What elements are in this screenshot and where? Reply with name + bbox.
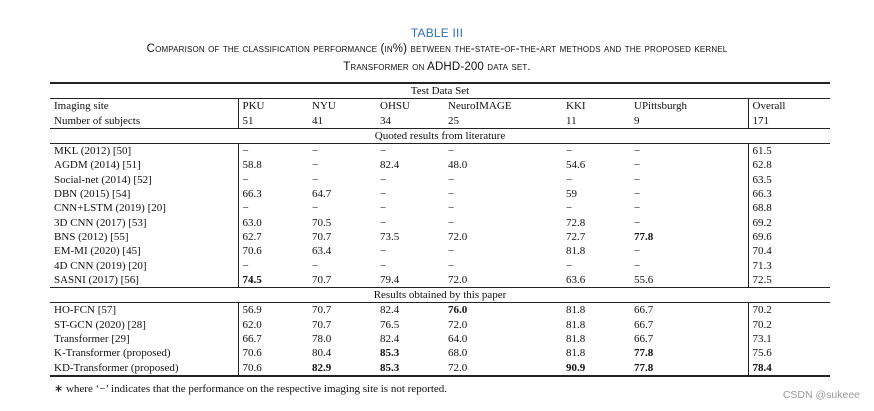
value-cell: − [630, 144, 748, 159]
value-cell: 69.6 [748, 230, 830, 244]
value-cell: 58.8 [242, 159, 262, 172]
value-cell: 70.4 [748, 244, 830, 258]
value-cell: 81.8 [566, 347, 586, 360]
value-cell: − [242, 202, 249, 215]
value-cell: 70.7 [312, 273, 332, 286]
value-cell: − [634, 245, 641, 258]
value-cell: − [380, 245, 387, 258]
value-cell: − [448, 188, 455, 201]
method-name-cell: EM-MI (2020) [45] [50, 244, 238, 258]
value-cell: 56.9 [238, 303, 308, 318]
results-table-body [50, 83, 830, 376]
table-row [50, 244, 830, 258]
value-cell: 70.7 [312, 230, 332, 243]
value-cell: 62.0 [242, 318, 262, 331]
value-cell: − [634, 202, 641, 215]
table-footnote: ∗ where ‘−’ indicates that the performance on the respective imaging site is not reported. [54, 383, 448, 395]
watermark: CSDN @sukeee [782, 389, 860, 401]
value-cell: 34 [380, 114, 391, 127]
method-name-cell: MKL (2012) [50] [50, 144, 238, 159]
value-cell: − [448, 245, 455, 258]
value-cell: 66.3 [748, 187, 830, 201]
value-cell: − [238, 144, 308, 159]
value-cell: 70.5 [312, 216, 332, 229]
value-cell: 72.0 [448, 273, 468, 286]
value-cell: − [380, 259, 387, 272]
table-row [50, 173, 830, 187]
value-cell: 70.7 [312, 318, 332, 331]
value-cell: 59 [566, 188, 577, 201]
value-cell: − [634, 216, 641, 229]
value-cell: 171 [748, 114, 830, 129]
value-cell: 66.7 [634, 333, 654, 346]
header-group-row [50, 83, 830, 99]
value-cell: 68.8 [748, 201, 830, 215]
table-row [50, 158, 830, 172]
method-name-cell: CNN+LSTM (2019) [20] [50, 201, 238, 215]
subjects-row [50, 114, 830, 129]
value-cell: 70.6 [242, 245, 262, 258]
value-cell: − [380, 188, 387, 201]
value-cell: 76.0 [444, 303, 562, 318]
value-cell: − [566, 259, 573, 272]
value-cell: − [448, 259, 455, 272]
method-name-cell: SASNI (2017) [56] [50, 273, 238, 288]
value-cell: 82.4 [376, 303, 444, 318]
table-row [50, 332, 830, 346]
value-cell: − [634, 259, 641, 272]
value-cell: − [312, 173, 319, 186]
method-name-cell: Transformer [29] [50, 332, 238, 346]
value-cell: 11 [566, 114, 577, 127]
table-row [50, 216, 830, 230]
value-cell: 41 [312, 114, 323, 127]
value-cell: 72.0 [444, 361, 562, 376]
value-cell: − [308, 144, 376, 159]
table-label: TABLE III [410, 26, 464, 40]
method-name-cell: Number of subjects [50, 114, 238, 129]
value-cell: − [312, 259, 319, 272]
value-cell: − [566, 202, 573, 215]
value-cell: 64.0 [448, 333, 468, 346]
value-cell: 70.6 [242, 347, 262, 360]
value-cell: 79.4 [380, 273, 400, 286]
value-cell: 9 [634, 114, 640, 127]
value-cell: 82.4 [380, 159, 400, 172]
results-table [50, 82, 830, 377]
value-cell: − [634, 159, 641, 172]
table-row [50, 144, 830, 159]
value-cell: 55.6 [634, 273, 654, 286]
value-cell: 70.6 [238, 361, 308, 376]
value-cell: 75.6 [748, 346, 830, 360]
value-cell: 66.3 [242, 188, 262, 201]
table-row [50, 303, 830, 318]
value-cell: 63.4 [312, 245, 332, 258]
value-cell: 70.7 [308, 303, 376, 318]
value-cell: 54.6 [566, 159, 586, 172]
value-cell: 25 [448, 114, 459, 127]
value-cell: 66.7 [634, 318, 654, 331]
value-cell: 51 [242, 114, 254, 127]
value-cell: UPittsburgh [630, 99, 748, 114]
value-cell: − [562, 144, 630, 159]
value-cell: 63.0 [242, 216, 262, 229]
table-row [50, 361, 830, 376]
value-cell: − [376, 144, 444, 159]
table-row [50, 187, 830, 201]
table-row [50, 318, 830, 332]
value-cell: 77.8 [630, 361, 748, 376]
value-cell: − [444, 144, 562, 159]
value-cell: 82.9 [308, 361, 376, 376]
value-cell: NYU [308, 99, 376, 114]
value-cell: 61.5 [748, 144, 830, 159]
value-cell: − [380, 216, 387, 229]
section-header-literature-label: Quoted results from literature [50, 128, 830, 143]
value-cell: − [448, 202, 455, 215]
value-cell: 85.3 [376, 361, 444, 376]
value-cell: 80.4 [312, 347, 332, 360]
value-cell: 48.0 [448, 159, 468, 172]
header-group-row-label: Test Data Set [50, 83, 830, 99]
value-cell: 63.6 [566, 273, 586, 286]
value-cell: 66.7 [242, 333, 262, 346]
value-cell: 72.5 [748, 273, 830, 288]
method-name-cell: DBN (2015) [54] [50, 187, 238, 201]
method-name-cell: Social-net (2014) [52] [50, 173, 238, 187]
value-cell: − [566, 173, 573, 186]
value-cell: − [448, 173, 455, 186]
value-cell: 71.3 [748, 259, 830, 273]
value-cell: 78.4 [748, 361, 830, 376]
value-cell: − [634, 173, 641, 186]
value-cell: 81.8 [566, 245, 586, 258]
method-name-cell: BNS (2012) [55] [50, 230, 238, 244]
table-row [50, 259, 830, 273]
value-cell: 70.2 [748, 303, 830, 318]
value-cell: − [312, 159, 319, 172]
value-cell: − [242, 173, 249, 186]
value-cell: 72.0 [448, 318, 468, 331]
value-cell: 81.8 [562, 303, 630, 318]
table-row [50, 273, 830, 288]
value-cell: 64.7 [312, 188, 332, 201]
method-name-cell: K-Transformer (proposed) [50, 346, 238, 360]
column-header-row [50, 99, 830, 114]
value-cell: 72.7 [566, 230, 586, 243]
section-header-this-paper [50, 288, 830, 303]
value-cell: 90.9 [562, 361, 630, 376]
value-cell: 81.8 [566, 333, 586, 346]
value-cell: 66.7 [630, 303, 748, 318]
value-cell: 69.2 [748, 216, 830, 230]
value-cell: 72.8 [566, 216, 586, 229]
method-name-cell: HO-FCN [57] [50, 303, 238, 318]
section-header-this-paper-label: Results obtained by this paper [50, 288, 830, 303]
method-name-cell: Imaging site [50, 99, 238, 114]
value-cell: − [312, 202, 319, 215]
section-header-literature [50, 128, 830, 143]
value-cell: PKU [238, 99, 308, 114]
value-cell: − [380, 173, 387, 186]
table-row [50, 346, 830, 360]
table-row [50, 201, 830, 215]
value-cell: NeuroIMAGE [444, 99, 562, 114]
method-name-cell: ST-GCN (2020) [28] [50, 318, 238, 332]
value-cell: − [380, 202, 387, 215]
value-cell: 72.0 [448, 230, 468, 243]
value-cell: 77.8 [634, 230, 654, 243]
table-caption-line-1: Comparison of the classification performance (in%) between the-state-of-the-art methods and the proposed kernel [146, 43, 728, 55]
value-cell: 62.7 [242, 230, 262, 243]
value-cell: 78.0 [312, 333, 332, 346]
value-cell: − [634, 188, 641, 201]
value-cell: OHSU [376, 99, 444, 114]
value-cell: 62.8 [748, 158, 830, 172]
value-cell: 76.5 [380, 318, 400, 331]
value-cell: 63.5 [748, 173, 830, 187]
value-cell: 74.5 [242, 273, 262, 286]
method-name-cell: AGDM (2014) [51] [50, 158, 238, 172]
value-cell: − [242, 259, 249, 272]
table-caption-line-2: Transformer on ADHD-200 data set. [343, 61, 531, 73]
value-cell: 85.3 [380, 347, 400, 360]
value-cell: Overall [748, 99, 830, 114]
value-cell: 77.8 [634, 347, 654, 360]
value-cell: − [448, 216, 455, 229]
table-row [50, 230, 830, 244]
value-cell: 81.8 [566, 318, 586, 331]
value-cell: 68.0 [448, 347, 468, 360]
value-cell: 70.2 [748, 318, 830, 332]
method-name-cell: KD-Transformer (proposed) [50, 361, 238, 376]
value-cell: 82.4 [380, 333, 400, 346]
method-name-cell: 4D CNN (2019) [20] [50, 259, 238, 273]
method-name-cell: 3D CNN (2017) [53] [50, 216, 238, 230]
value-cell: 73.5 [380, 230, 400, 243]
value-cell: KKI [562, 99, 630, 114]
value-cell: 73.1 [748, 332, 830, 346]
